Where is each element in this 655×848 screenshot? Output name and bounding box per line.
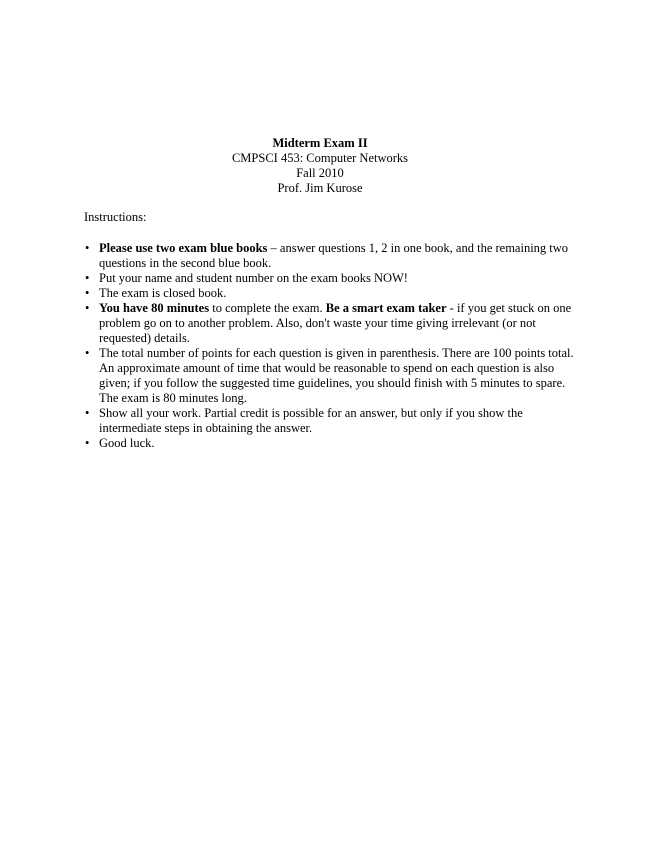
instruction-item-show-work (99, 406, 584, 436)
instruction-item-points (99, 346, 584, 406)
instructor-name: Prof. Jim Kurose (277, 181, 363, 195)
instruction-text: - if you get stuck on one problem go on to another problem. Also, don't waste your time giving irrelevant (or not requested) details. (99, 301, 572, 345)
instruction-item-time (99, 301, 584, 346)
exam-header (0, 136, 640, 196)
instruction-emphasis: Please use two exam blue books (99, 241, 268, 255)
instruction-text: Show all your work. Partial credit is possible for an answer, but only if you show the intermediate steps in obtaining the answer. (99, 406, 523, 435)
instruction-emphasis: You have 80 minutes (99, 301, 210, 315)
course-name: CMPSCI 453: Computer Networks (231, 151, 409, 165)
instruction-emphasis: Be a smart exam taker (325, 301, 447, 315)
exam-title: Midterm Exam II (272, 136, 368, 150)
term: Fall 2010 (296, 166, 344, 180)
instruction-text: The exam is closed book. (99, 286, 227, 300)
instruction-text: The total number of points for each question is given in parenthesis. There are 100 points total. An approximate amount of time that would be reasonable to spend on each question is also given; if you follow the suggested time guidelines, you should finish with 5 minutes to spare. The exam is 80 minutes long. (99, 346, 574, 405)
instruction-text: Put your name and student number on the exam books NOW! (99, 271, 408, 285)
instructions-list (84, 241, 584, 451)
instruction-text: to complete the exam. (209, 301, 326, 315)
instruction-item-good-luck (99, 436, 584, 451)
instruction-item-closed-book (99, 286, 584, 301)
instructions-heading: Instructions: (84, 210, 147, 224)
instruction-item-blue-books (99, 241, 584, 271)
instruction-text: Good luck. (99, 436, 155, 450)
instruction-item-name (99, 271, 584, 286)
instruction-text: – answer questions 1, 2 in one book, and the remaining two questions in the second blue book. (99, 241, 569, 270)
